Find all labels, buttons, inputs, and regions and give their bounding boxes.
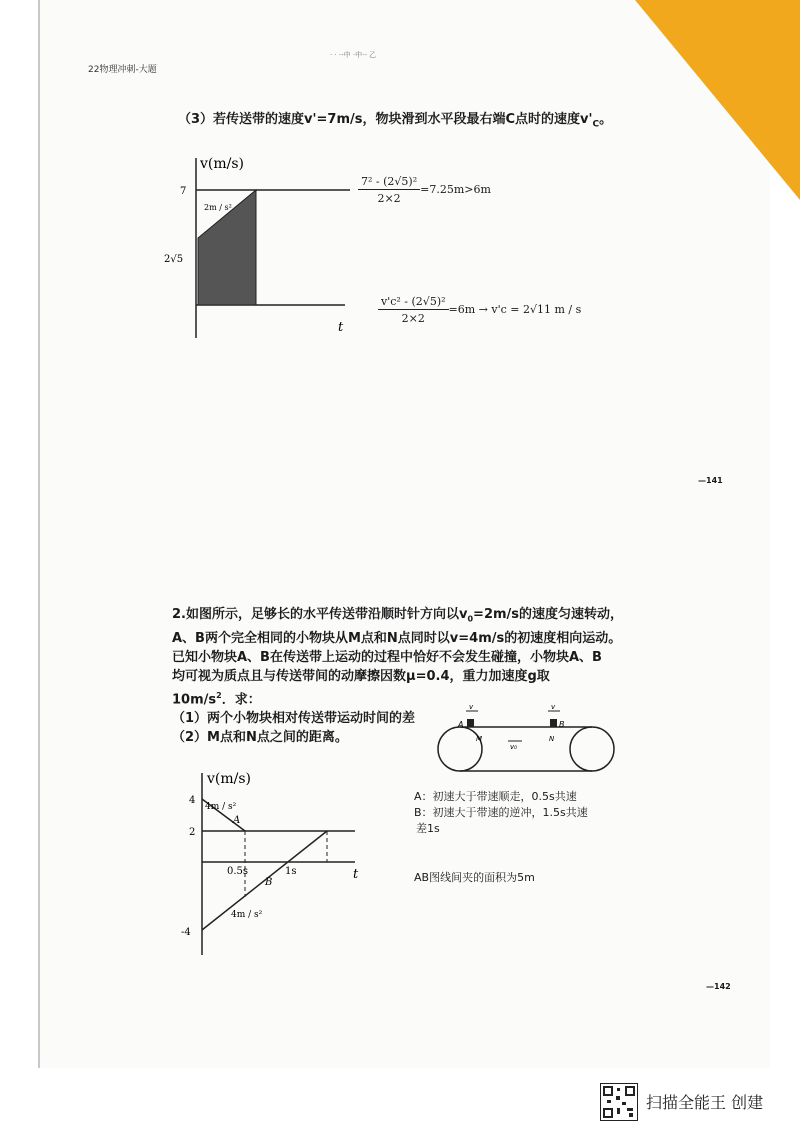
graph2-label-b: B [265, 877, 273, 888]
problem2-question2: （2）M点和N点之间的距离。 [172, 729, 348, 745]
graph2-slope-bottom: 4m / s² [231, 910, 263, 920]
page-number-141: —141 [698, 476, 723, 485]
graph2-tick-1s: 1s [285, 866, 297, 877]
block-b [550, 719, 557, 727]
graph2-tick-4: 4 [189, 795, 196, 806]
page-corner-fold [635, 0, 800, 200]
page-number-142: —142 [706, 982, 731, 991]
note-b-diff: 差1s [416, 822, 440, 835]
velocity-graph-2 [175, 765, 375, 960]
note-area: AB图线间夹的面积为5m [414, 871, 535, 884]
belt-label-b: B [559, 720, 565, 729]
formula-1 [358, 175, 491, 205]
graph2-tick-neg4: -4 [181, 927, 191, 938]
velocity-graph-1 [160, 150, 360, 345]
formula2-numerator: v'c² - (2√5)² [378, 295, 449, 310]
question-3 [178, 108, 612, 130]
graph1-tick-7: 7 [180, 186, 187, 197]
right-pulley [570, 727, 614, 771]
explanation-notes [414, 789, 588, 837]
graph2-label-a: A [233, 815, 241, 826]
graph1-ylabel: v(m/s) [200, 156, 245, 172]
note-b: B：初速大于带速的逆冲，1.5s共速 [414, 806, 588, 819]
header-middle: · · ·-中 ·中·- 乙 [330, 51, 377, 59]
belt-v-right: v [551, 705, 556, 711]
graph1-tick-2root5: 2√5 [164, 254, 184, 265]
formula1-numerator: 7² - (2√5)² [358, 175, 420, 190]
header-title: 22物理冲刺-大题 [88, 65, 157, 75]
qr-code-pattern [601, 1084, 637, 1120]
graph2-tick-2: 2 [189, 827, 196, 838]
block-a [467, 719, 474, 727]
conveyor-belt-diagram [432, 705, 622, 775]
formula2-result: =6m → v'c = 2√11 m / s [448, 303, 582, 316]
graph2-xlabel: t [353, 867, 359, 882]
problem2-line4: 均可视为质点且与传送带间的动摩擦因数μ=0.4，重力加速度g取 [172, 668, 550, 684]
question-3-end: 。 [599, 112, 613, 127]
footer-brand: 扫描全能王 创建 [646, 1093, 764, 1112]
qr-code [600, 1083, 638, 1121]
belt-label-v0: v₀ [510, 743, 517, 751]
problem2-line2: A、B两个完全相同的小物块从M点和N点同时以v=4m/s的初速度相向运动。 [172, 630, 622, 646]
question-3-sub: C [592, 119, 600, 130]
problem2-line1: 2.如图所示，足够长的水平传送带沿顺时针方向以$v_0=2m/s$的速度匀速转动， [172, 607, 624, 624]
belt-label-n: N [549, 735, 555, 743]
formula1-denominator: 2×2 [377, 192, 401, 205]
belt-label-m: M [476, 735, 483, 743]
formula1-result: =7.25m>6m [420, 183, 491, 196]
belt-v-left: v [469, 705, 474, 711]
graph2-ylabel: v(m/s) [207, 771, 252, 787]
belt-label-a: A [458, 720, 464, 729]
graph1-xlabel: t [338, 320, 344, 335]
note-a: A：初速大于带速顺走，0.5s共速 [414, 790, 577, 803]
formula2-denominator: 2×2 [401, 312, 425, 325]
problem2-question1: （1）两个小物块相对传送带运动时间的差 [172, 710, 416, 726]
graph1-slope-label: 2m / s² [204, 203, 232, 212]
problem2-line5: $10m/s^2$．求： [172, 690, 261, 707]
formula-2 [378, 295, 581, 325]
graph2-tick-05s: 0.5s [227, 866, 249, 877]
graph2-slope-top: 4m / s² [205, 802, 237, 812]
problem2-line3: 已知小物块A、B在传送带上运动的过程中恰好不会发生碰撞，小物块A、B [172, 649, 602, 665]
left-pulley [438, 727, 482, 771]
question-3-text: （3）若传送带的速度v'=7m/s，物块滑到水平段最右端C点时的速度v' [178, 112, 593, 127]
